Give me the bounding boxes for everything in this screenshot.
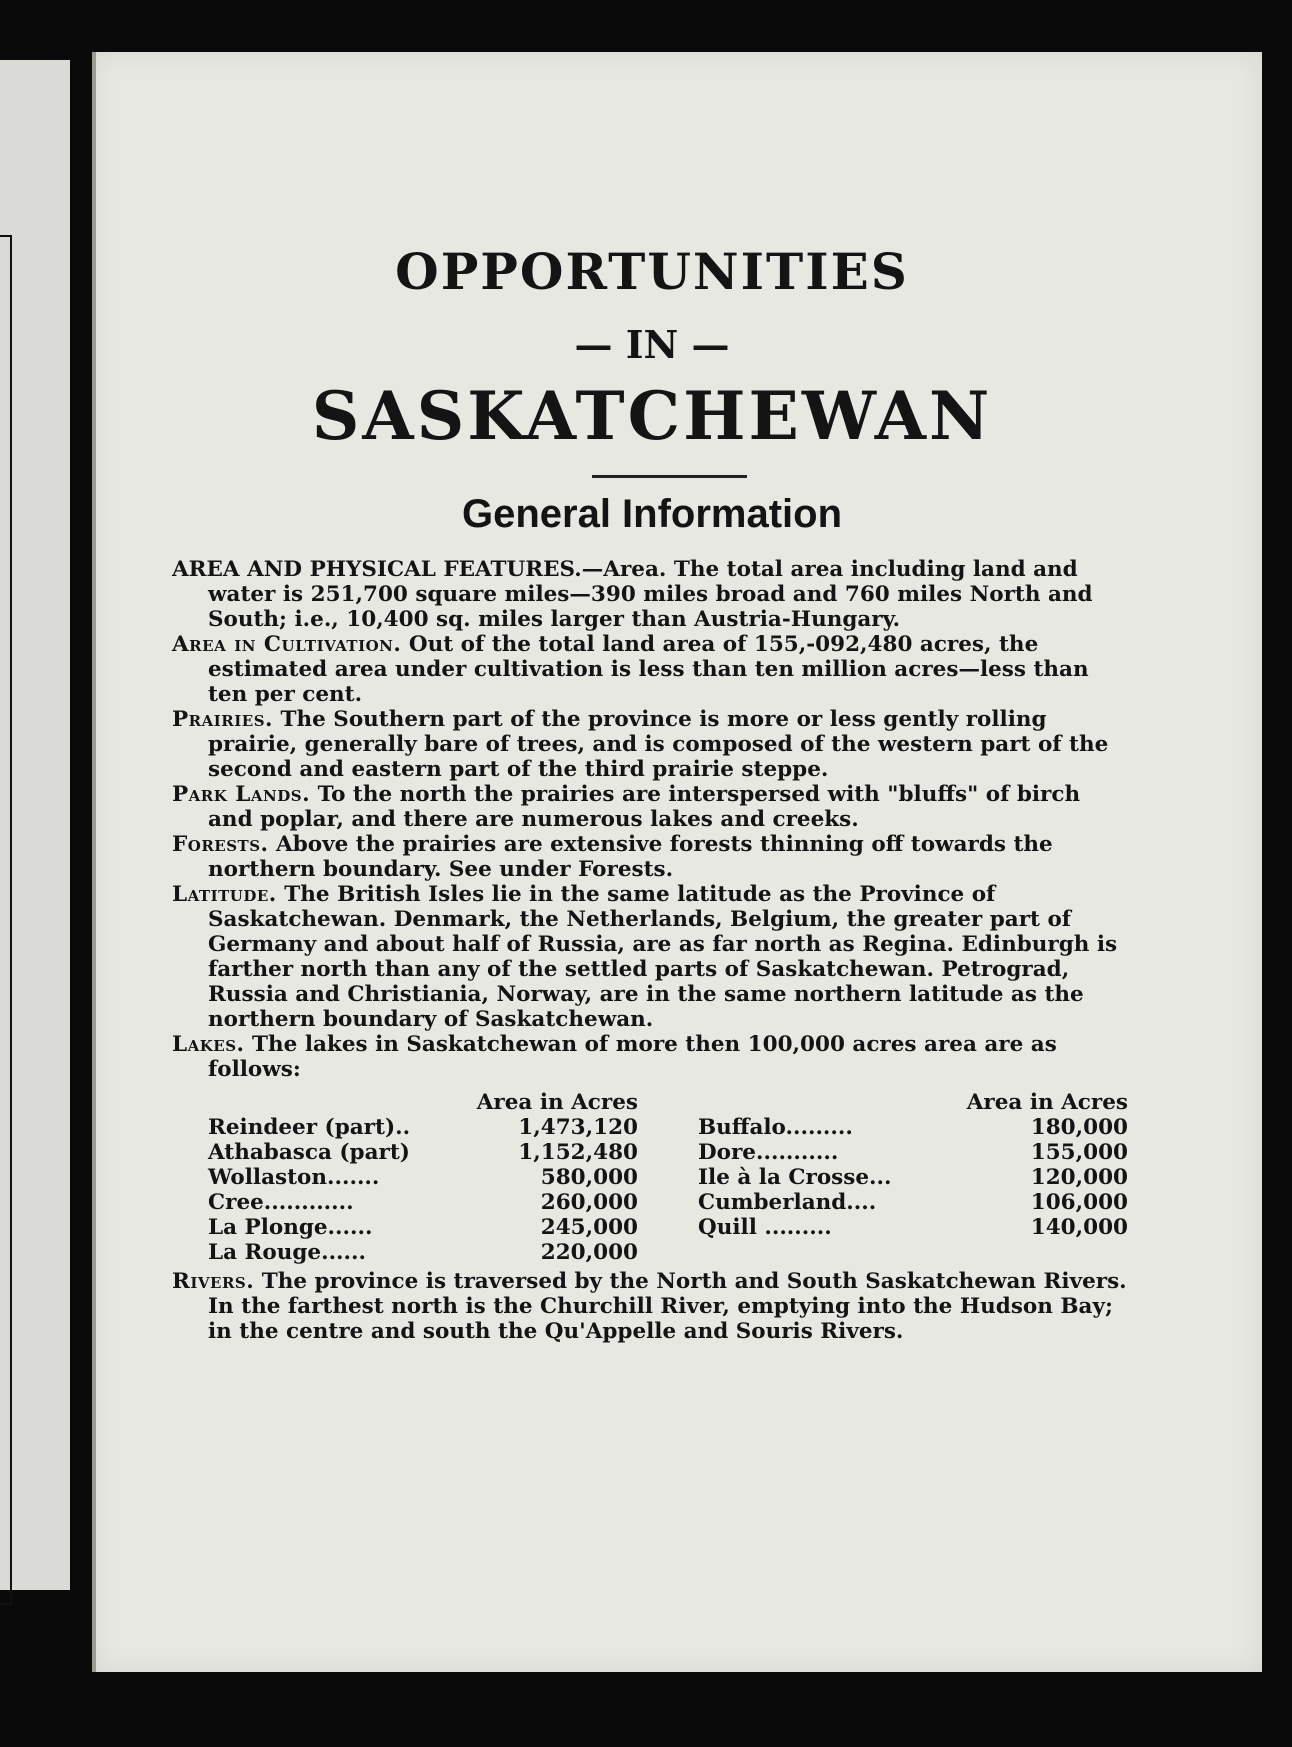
- lake-name: Quill .........: [698, 1215, 832, 1240]
- paragraph-heading: Area in Cultivation.: [172, 632, 402, 657]
- paragraph-text: The lakes in Saskatchewan of more then 100,000 acres area are as follows:: [208, 1032, 1057, 1082]
- table-header-row: [208, 1090, 1128, 1115]
- title-line-1: OPPORTUNITIES: [395, 242, 909, 301]
- lake-area: 180,000: [1030, 1115, 1128, 1140]
- lake-name: Cree............: [208, 1190, 354, 1215]
- lake-area: 1,152,480: [518, 1140, 638, 1165]
- paragraph-cultivation: [172, 632, 1132, 707]
- paragraph-prairies: [172, 707, 1132, 782]
- paragraph-text: The total area including land and water is 251,700 square miles—390 miles broad and 760 miles North and South; i.e., 10,400 sq. miles larger than Austria-Hungary.: [208, 557, 1093, 632]
- lake-name: La Plonge......: [208, 1215, 373, 1240]
- paragraph-heading: Prairies.: [172, 707, 274, 732]
- lake-name: Wollaston.......: [208, 1165, 380, 1190]
- lake-name: Dore...........: [698, 1140, 839, 1165]
- paragraph-text: The British Isles lie in the same latitude as the Province of Saskatchewan. Denmark, the Netherlands, Belgium, the greater part of Germany and about half of Russia, are as far north as Regina. Edinburgh is farther north than any of the settled parts of Saskatchewan. Petrograd, Russia and Christiania, Norway, are in the same northern latitude as the northern boundary of Saskatchewan.: [208, 882, 1118, 1032]
- table-row: [208, 1140, 1128, 1165]
- lake-area: 1,473,120: [518, 1115, 638, 1140]
- body-text: [172, 557, 1132, 1344]
- table-row: [208, 1190, 1128, 1215]
- paragraph-heading: Rivers.: [172, 1269, 255, 1294]
- table-row: [208, 1115, 1128, 1140]
- paragraph-heading: Lakes.: [172, 1032, 245, 1057]
- lake-area: 245,000: [540, 1215, 638, 1240]
- lake-area: 580,000: [540, 1165, 638, 1190]
- paragraph-latitude: [172, 882, 1132, 1032]
- lake-name: Ile à la Crosse...: [698, 1165, 892, 1190]
- lake-area: 220,000: [540, 1240, 638, 1265]
- paragraph-forests: [172, 832, 1132, 882]
- title-line-3: SASKATCHEWAN: [311, 377, 993, 455]
- left-page-frame: [0, 235, 12, 1605]
- lakes-table: [208, 1090, 1128, 1265]
- lake-name: [698, 1240, 958, 1265]
- lake-area: 260,000: [540, 1190, 638, 1215]
- table-row: [208, 1165, 1128, 1190]
- lake-name: La Rouge......: [208, 1240, 366, 1265]
- document-page: [92, 52, 1262, 1672]
- paragraph-lakes: [172, 1032, 1132, 1082]
- lake-area: [958, 1240, 1128, 1265]
- section-heading: General Information: [461, 492, 843, 536]
- column-header-area-right: Area in Acres: [966, 1090, 1128, 1115]
- lake-name: Cumberland....: [698, 1190, 877, 1215]
- lake-area: 120,000: [1030, 1165, 1128, 1190]
- lake-area: 106,000: [1030, 1190, 1128, 1215]
- paragraph-heading: Forests.: [172, 832, 269, 857]
- table-row: [208, 1215, 1128, 1240]
- left-page-edge: [0, 60, 70, 1590]
- lake-area: 140,000: [1030, 1215, 1128, 1240]
- lake-name: Buffalo.........: [698, 1115, 853, 1140]
- lake-area: 155,000: [1030, 1140, 1128, 1165]
- paragraph-area: [172, 557, 1132, 632]
- lake-name: Athabasca (part): [208, 1140, 410, 1165]
- paragraph-heading: Latitude.: [172, 882, 277, 907]
- column-header-area-left: Area in Acres: [476, 1090, 638, 1115]
- paragraph-heading: AREA AND PHYSICAL FEATURES.—Area.: [172, 557, 667, 582]
- title-line-2: — IN —: [574, 322, 730, 367]
- title-rule: [592, 475, 747, 478]
- paragraph-text: The Southern part of the province is more or less gently rolling prairie, generally bare of trees, and is composed of the western part of the second and eastern part of the third prairie steppe.: [208, 707, 1109, 782]
- paragraph-text: Out of the total land area of 155,-092,480 acres, the estimated area under cultivation is less than ten million acres—less than ten per cent.: [208, 632, 1089, 707]
- paragraph-text: The province is traversed by the North and South Saskatchewan Rivers. In the farthest north is the Churchill River, emptying into the Hudson Bay; in the centre and south the Qu'Appelle and Souris Rivers.: [208, 1269, 1127, 1344]
- paragraph-park-lands: [172, 782, 1132, 832]
- page-shadow-edge: [92, 52, 96, 1672]
- paragraph-heading: Park Lands.: [172, 782, 311, 807]
- paragraph-rivers: [172, 1269, 1132, 1344]
- paragraph-text: To the north the prairies are interspersed with "bluffs" of birch and poplar, and there are numerous lakes and creeks.: [208, 782, 1081, 832]
- table-row: [208, 1240, 1128, 1265]
- paragraph-text: Above the prairies are extensive forests thinning off towards the northern boundary. See under Forests.: [208, 832, 1053, 882]
- lake-name: Reindeer (part)..: [208, 1115, 411, 1140]
